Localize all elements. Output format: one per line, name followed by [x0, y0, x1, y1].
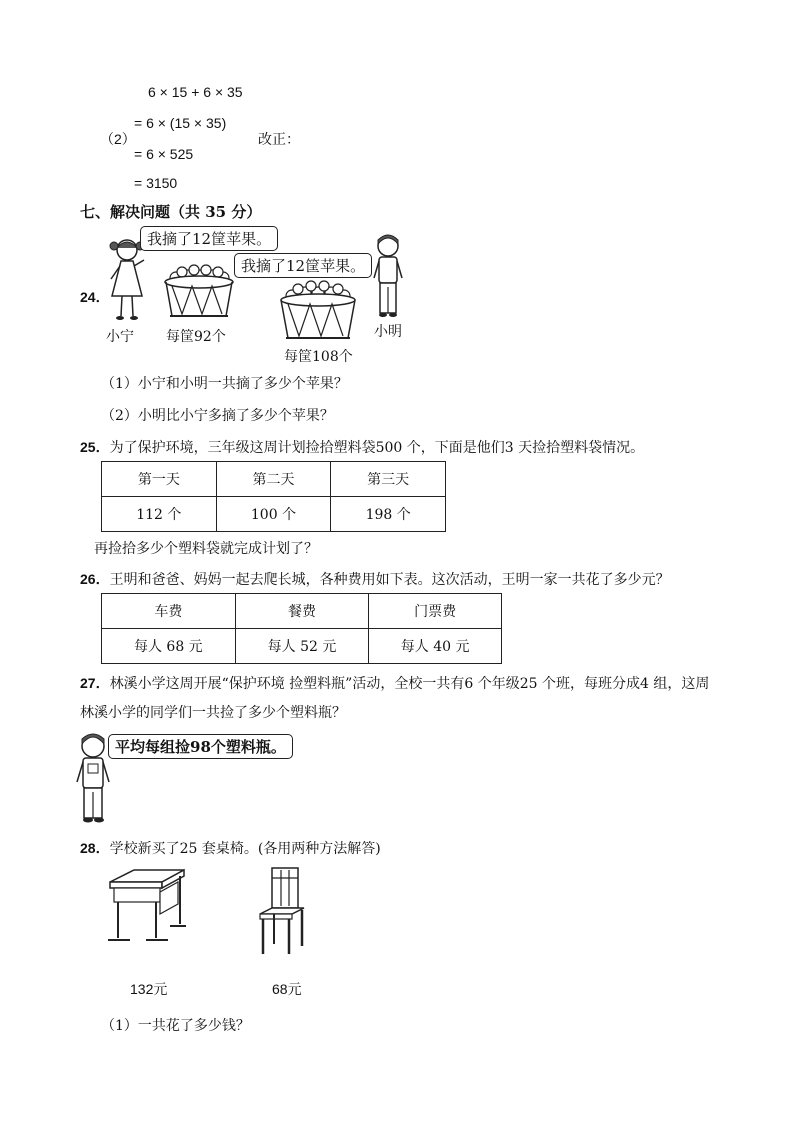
section-heading: 七、解决问题（共 35 分） [80, 203, 262, 221]
q27-text-line-2: 林溪小学的同学们一共捡了多少个塑料瓶？ [80, 705, 346, 721]
question-number-26: 26． [80, 571, 110, 587]
basket-right-label: 每筐108个 [284, 349, 353, 365]
question-number-27: 27． [80, 675, 110, 691]
q25-table [101, 461, 446, 532]
desk-icon [104, 868, 188, 958]
correction-label: 改正： [258, 132, 300, 148]
table-header-cell: 餐费 [235, 594, 369, 629]
q25-question: 再捡拾多少个塑料袋就完成计划了？ [94, 541, 318, 557]
question-number-28: 28． [80, 840, 110, 856]
table-header-cell: 车费 [102, 594, 236, 629]
speech-bubble-q27: 平均每组捡98个塑料瓶。 [108, 734, 293, 759]
table-header-cell: 门票费 [369, 594, 502, 629]
basket-left-label: 每筐92个 [166, 329, 226, 345]
question-number-25: 25． [80, 439, 110, 455]
calc-line-4: = 3150 [134, 175, 178, 191]
speech-bubble-xiaoming: 我摘了12筐苹果。 [234, 253, 372, 278]
apple-basket-left-icon [162, 264, 236, 320]
calc-line-1: 6 × 15 + 6 × 35 [148, 84, 243, 100]
apple-basket-right-icon [278, 280, 358, 342]
table-cell: 每人 40 元 [369, 629, 502, 664]
name-xiaoming: 小明 [374, 324, 402, 340]
q26-text [80, 569, 670, 589]
table-header-cell: 第二天 [216, 462, 331, 497]
table-cell: 每人 68 元 [102, 629, 236, 664]
speech-bubble-xiaoning: 我摘了12筐苹果。 [140, 226, 278, 251]
name-xiaoning: 小宁 [106, 329, 134, 345]
calc-line-3: = 6 × 525 [134, 146, 194, 162]
q28-text [80, 838, 381, 858]
table-cell: 100 个 [216, 497, 331, 532]
table-cell: 每人 52 元 [235, 629, 369, 664]
q25-question-text: 为了保护环境，三年级这周计划捡拾塑料袋500 个，下面是他们3 天捡拾塑料袋情况。 [109, 440, 645, 456]
table-row [102, 629, 502, 664]
chair-icon [254, 864, 310, 960]
q27-question-line-1: 林溪小学这周开展“保护环境 捡塑料瓶”活动，全校一共有6 个年级25 个班，每班分成4 组，这周 [109, 676, 710, 692]
q27-text-line-1 [80, 673, 709, 693]
table-row [102, 594, 502, 629]
q25-text [80, 437, 644, 457]
calc-line-2: = 6 × (15 × 35) [134, 115, 227, 131]
table-cell: 112 个 [102, 497, 217, 532]
table-header-cell: 第三天 [331, 462, 446, 497]
chair-price: 68元 [272, 981, 302, 997]
q28-subquestion-1: （1）一共花了多少钱？ [101, 1018, 250, 1034]
table-row [102, 462, 446, 497]
q24-subquestion-2: （2）小明比小宁多摘了多少个苹果？ [101, 408, 334, 424]
table-cell: 198 个 [331, 497, 446, 532]
desk-price: 132元 [130, 981, 168, 997]
table-row [102, 497, 446, 532]
q24-subquestion-1: （1）小宁和小明一共摘了多少个苹果？ [101, 376, 348, 392]
q28-question-text: 学校新买了25 套桌椅。(各用两种方法解答) [109, 841, 381, 857]
q26-question-text: 王明和爸爸、妈妈一起去爬长城，各种费用如下表。这次活动，王明一家一共花了多少元？ [109, 572, 670, 588]
q26-table [101, 593, 502, 664]
question-number-24: 24． [80, 289, 110, 305]
table-header-cell: 第一天 [102, 462, 217, 497]
boy-illustration [370, 232, 406, 320]
calc-label: （2） [100, 131, 136, 147]
